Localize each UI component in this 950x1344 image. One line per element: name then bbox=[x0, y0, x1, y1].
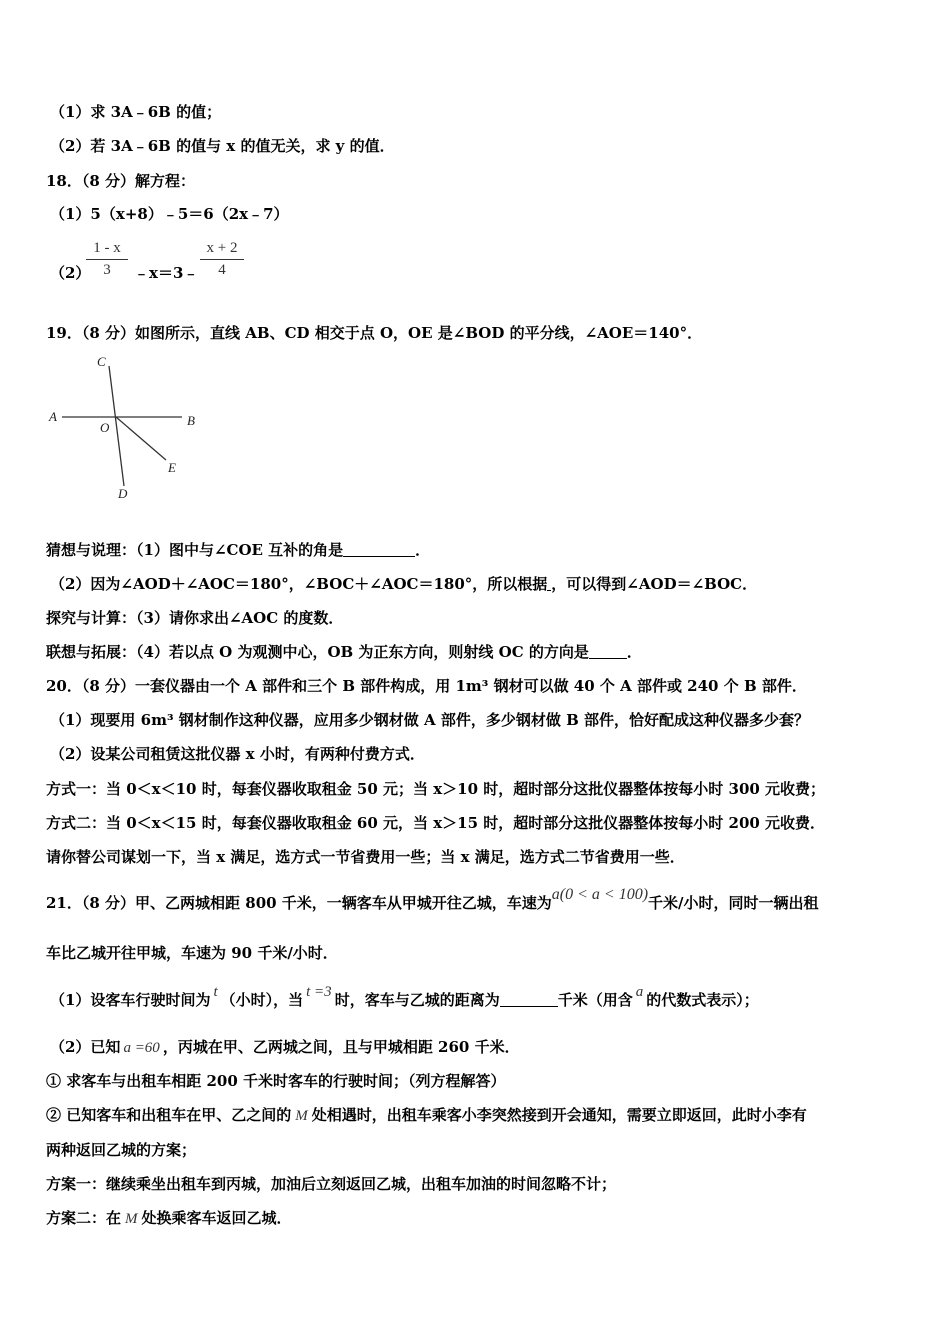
q19-statement-3: 探究与计算：（3）请你求出∠AOC 的度数． bbox=[46, 609, 344, 627]
fraction-2-denominator: 4 bbox=[218, 262, 226, 278]
answer-blank-1[interactable] bbox=[343, 542, 415, 557]
label-b: B bbox=[187, 413, 195, 428]
q21-title-b: 千米/小时，同时一辆出租 bbox=[648, 894, 819, 912]
q21-p1-b: （小时），当 bbox=[220, 991, 304, 1009]
var-a: a bbox=[635, 984, 644, 1000]
q21-plan-1: 方案一：继续乘坐出租车到丙城，加油后立刻返回乙城，出租车加油的时间忽略不计； bbox=[46, 1175, 617, 1193]
point-m: M bbox=[295, 1108, 308, 1124]
q20-title: 20．（8 分）一套仪器由一个 A 部件和三个 B 部件构成，用 1m³ 钢材可以做 40 个 A 部件或 240 个 B 部件． bbox=[46, 677, 807, 695]
angle-figure bbox=[40, 350, 210, 505]
q19-s1-end: ． bbox=[415, 541, 431, 559]
ray-oe bbox=[116, 417, 166, 460]
q19-s4-end: ． bbox=[626, 643, 642, 661]
q21-p1-a: （1）设客车行驶时间为 bbox=[50, 991, 211, 1009]
label-c: C bbox=[97, 354, 106, 369]
q21-subquestion-1: ① 求客车与出租车相距 200 千米时客车的行驶时间；（列方程解答） bbox=[46, 1072, 506, 1090]
fraction-2-numerator: x + 2 bbox=[206, 240, 238, 256]
q19-s2-text: （2）因为∠AOD＋∠AOC＝180°，∠BOC＋∠AOC＝180°，所以根据 bbox=[50, 575, 548, 593]
fraction-1-bar bbox=[86, 259, 128, 260]
q21-part1 bbox=[50, 984, 759, 1010]
q21-part2 bbox=[50, 1038, 520, 1057]
q19-s4-text: 联想与拓展：（4）若以点 O 为观测中心，OB 为正东方向，则射线 OC 的方向是 bbox=[46, 643, 589, 661]
q19-title: 19．（8 分）如图所示，直线 AB、CD 相交于点 O，OE 是∠BOD 的平分线，∠AOE＝140°． bbox=[46, 324, 703, 342]
q20-question: 请你替公司谋划一下，当 x 满足，选方式一节省费用一些；当 x 满足，选方式二节省费用一些． bbox=[46, 848, 685, 866]
q17-part2: （2）若 3A﹣6B 的值与 x 的值无关，求 y 的值． bbox=[50, 137, 395, 155]
q19-statement-4 bbox=[46, 643, 642, 661]
q21-p1-d: 千米（用含 bbox=[557, 991, 633, 1009]
q21-plan2-a: 方案二：在 bbox=[46, 1209, 122, 1227]
q20-method-1: 方式一：当 0＜x＜10 时，每套仪器收取租金 50 元；当 x＞10 时，超时部分这批仪器整体按每小时 300 元收费； bbox=[46, 780, 826, 798]
label-o: O bbox=[100, 420, 110, 435]
q21-plan-2 bbox=[46, 1209, 292, 1228]
q18-eq2-middle: ﹣x＝3﹣ bbox=[134, 264, 199, 282]
q20-part2: （2）设某公司租赁这批仪器 x 小时，有两种付费方式． bbox=[50, 745, 425, 763]
q21-title-line-2: 车比乙城开往甲城，车速为 90 千米/小时． bbox=[46, 944, 338, 962]
q18-title: 18．（8 分）解方程： bbox=[46, 172, 196, 190]
var-t: t bbox=[213, 984, 218, 1000]
q21-subquestion-2 bbox=[46, 1106, 807, 1125]
q19-s2-end: ，可以得到∠AOD＝∠BOC． bbox=[551, 575, 758, 593]
q19-statement-2 bbox=[50, 575, 757, 593]
fraction-2-bar bbox=[200, 259, 244, 260]
q18-equation-1: （1）5（x+8）﹣5＝6（2x﹣7） bbox=[50, 205, 289, 223]
q21-p2-b: ，丙城在甲、乙两城之间，且与甲城相距 260 千米． bbox=[162, 1038, 520, 1056]
q21-p1-e: 的代数式表示）； bbox=[646, 991, 759, 1009]
point-m-2: M bbox=[125, 1211, 138, 1227]
label-e: E bbox=[168, 460, 176, 475]
q21-plan2-b: 处换乘客车返回乙城． bbox=[141, 1209, 292, 1227]
fraction-1-numerator: 1 - x bbox=[93, 240, 121, 256]
q21-speed-expression: a(0 < a < 100) bbox=[551, 886, 649, 903]
answer-blank-3[interactable] bbox=[589, 644, 627, 659]
answer-blank-4[interactable] bbox=[500, 992, 558, 1007]
q21-title-a: 21．（8 分）甲、乙两城相距 800 千米，一辆客车从甲城开往乙城，车速为 bbox=[46, 894, 552, 912]
t-equals-3: t =3 bbox=[306, 984, 332, 1000]
line-cd bbox=[109, 366, 124, 486]
q21-p2-a: （2）已知 bbox=[50, 1038, 121, 1056]
q20-method-2: 方式二：当 0＜x＜15 时，每套仪器收取租金 60 元，当 x＞15 时，超时部分这批仪器整体按每小时 200 元收费． bbox=[46, 814, 826, 832]
q20-part1: （1）现要用 6m³ 钢材制作这种仪器，应用多少钢材做 A 部件，多少钢材做 B 部件，恰好配成这种仪器多少套？ bbox=[50, 711, 809, 729]
label-d: D bbox=[118, 486, 128, 501]
q17-part1: （1）求 3A﹣6B 的值； bbox=[50, 103, 222, 121]
q19-s1-text: 猜想与说理：（1）图中与∠COE 互补的角是 bbox=[46, 541, 344, 559]
fraction-1-denominator: 3 bbox=[103, 262, 111, 278]
q18-fraction-1 bbox=[86, 240, 128, 279]
q21-title-line-1 bbox=[46, 886, 819, 913]
q19-statement-1 bbox=[46, 541, 430, 559]
q21-p1-c: 时，客车与乙城的距离为 bbox=[334, 991, 500, 1009]
q21-subquestion-2-cont: 两种返回乙城的方案； bbox=[46, 1141, 197, 1159]
a-equals-60: a =60 bbox=[123, 1040, 160, 1056]
q21-c2-b: 处相遇时，出租车乘客小李突然接到开会通知，需要立即返回，此时小李有 bbox=[311, 1106, 807, 1124]
q18-eq2-label: （2） bbox=[50, 264, 91, 282]
q21-c2-a: ② 已知客车和出租车在甲、乙之间的 bbox=[46, 1106, 292, 1124]
q18-fraction-2 bbox=[200, 240, 244, 279]
label-a: A bbox=[49, 409, 57, 424]
